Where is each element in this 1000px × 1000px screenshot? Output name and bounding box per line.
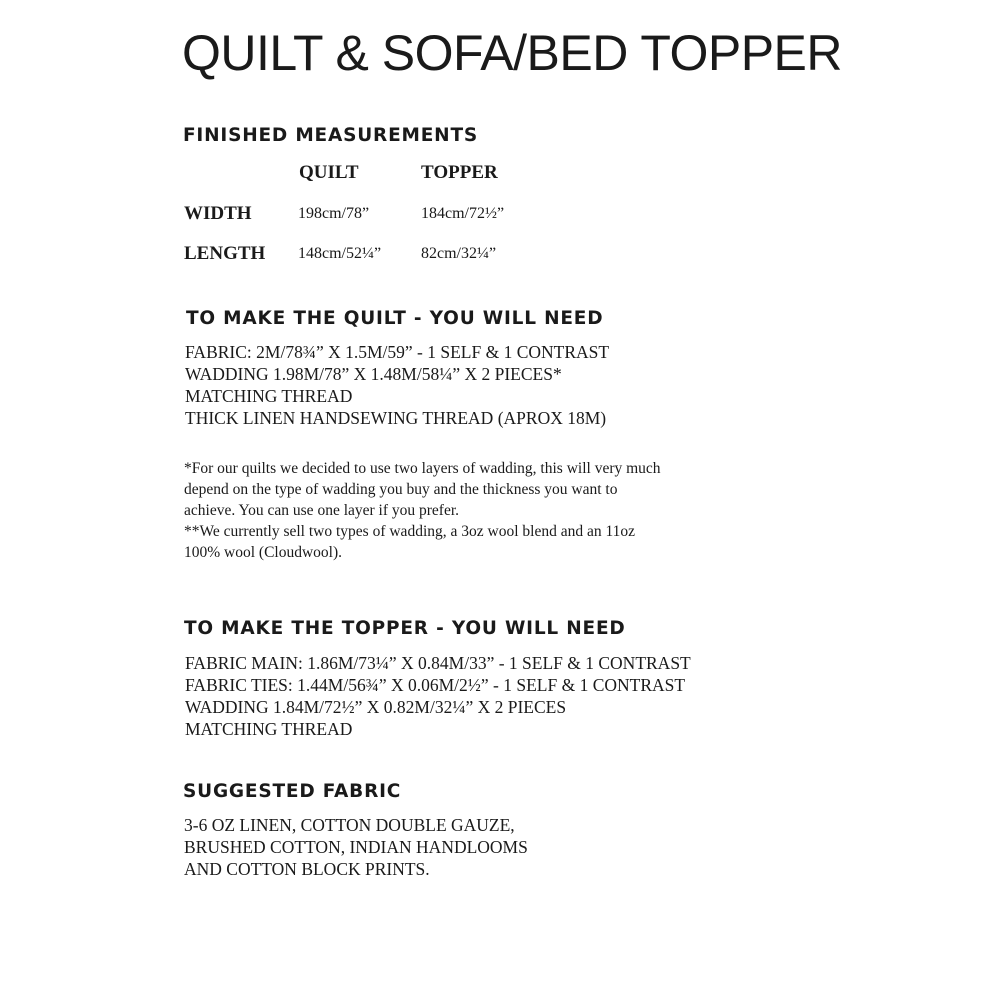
suggested-fabric-list [184, 814, 528, 880]
width-quilt-value: 198cm/78” [298, 205, 370, 222]
note-line: achieve. You can use one layer if you prefer. [184, 502, 460, 519]
list-item: FABRIC TIES: 1.44M/56¾” X 0.06M/2½” - 1 SELF & 1 CONTRAST [185, 675, 686, 695]
list-item: BRUSHED COTTON, INDIAN HANDLOOMS [184, 837, 528, 857]
list-item: THICK LINEN HANDSEWING THREAD (APROX 18M) [185, 408, 607, 428]
quilt-needs-list [185, 341, 609, 429]
row-label-width: WIDTH [184, 203, 252, 224]
note-line: *For our quilts we decided to use two layers of wadding, this will very much [184, 460, 661, 477]
quilt-needs-heading: TO MAKE THE QUILT - YOU WILL NEED [186, 308, 604, 329]
suggested-fabric-heading: SUGGESTED FABRIC [183, 781, 402, 802]
list-item: AND COTTON BLOCK PRINTS. [184, 859, 430, 879]
list-item: WADDING 1.98M/78” X 1.48M/58¼” X 2 PIECES* [185, 364, 562, 384]
wadding-notes [184, 458, 784, 563]
note-line: 100% wool (Cloudwool). [184, 544, 343, 561]
topper-needs-heading: TO MAKE THE TOPPER - YOU WILL NEED [184, 618, 626, 639]
note-line: depend on the type of wadding you buy and the thickness you want to [184, 481, 618, 498]
note-line: **We currently sell two types of wadding, a 3oz wool blend and an 11oz [184, 523, 636, 540]
topper-needs-list [185, 652, 691, 740]
column-header-quilt: QUILT [299, 162, 359, 183]
length-quilt-value: 148cm/52¼” [298, 245, 382, 262]
list-item: 3-6 OZ LINEN, COTTON DOUBLE GAUZE, [184, 815, 515, 835]
page-title: QUILT & SOFA/BED TOPPER [182, 25, 843, 81]
length-topper-value: 82cm/32¼” [421, 245, 497, 262]
list-item: MATCHING THREAD [185, 386, 353, 406]
list-item: MATCHING THREAD [185, 719, 353, 739]
row-label-length: LENGTH [184, 243, 266, 264]
list-item: WADDING 1.84M/72½” X 0.82M/32¼” X 2 PIECES [185, 697, 567, 717]
width-topper-value: 184cm/72½” [421, 205, 505, 222]
list-item: FABRIC MAIN: 1.86M/73¼” X 0.84M/33” - 1 SELF & 1 CONTRAST [185, 653, 691, 673]
column-header-topper: TOPPER [421, 162, 498, 183]
list-item: FABRIC: 2M/78¾” X 1.5M/59” - 1 SELF & 1 CONTRAST [185, 342, 610, 362]
measurements-heading: FINISHED MEASUREMENTS [183, 125, 478, 146]
